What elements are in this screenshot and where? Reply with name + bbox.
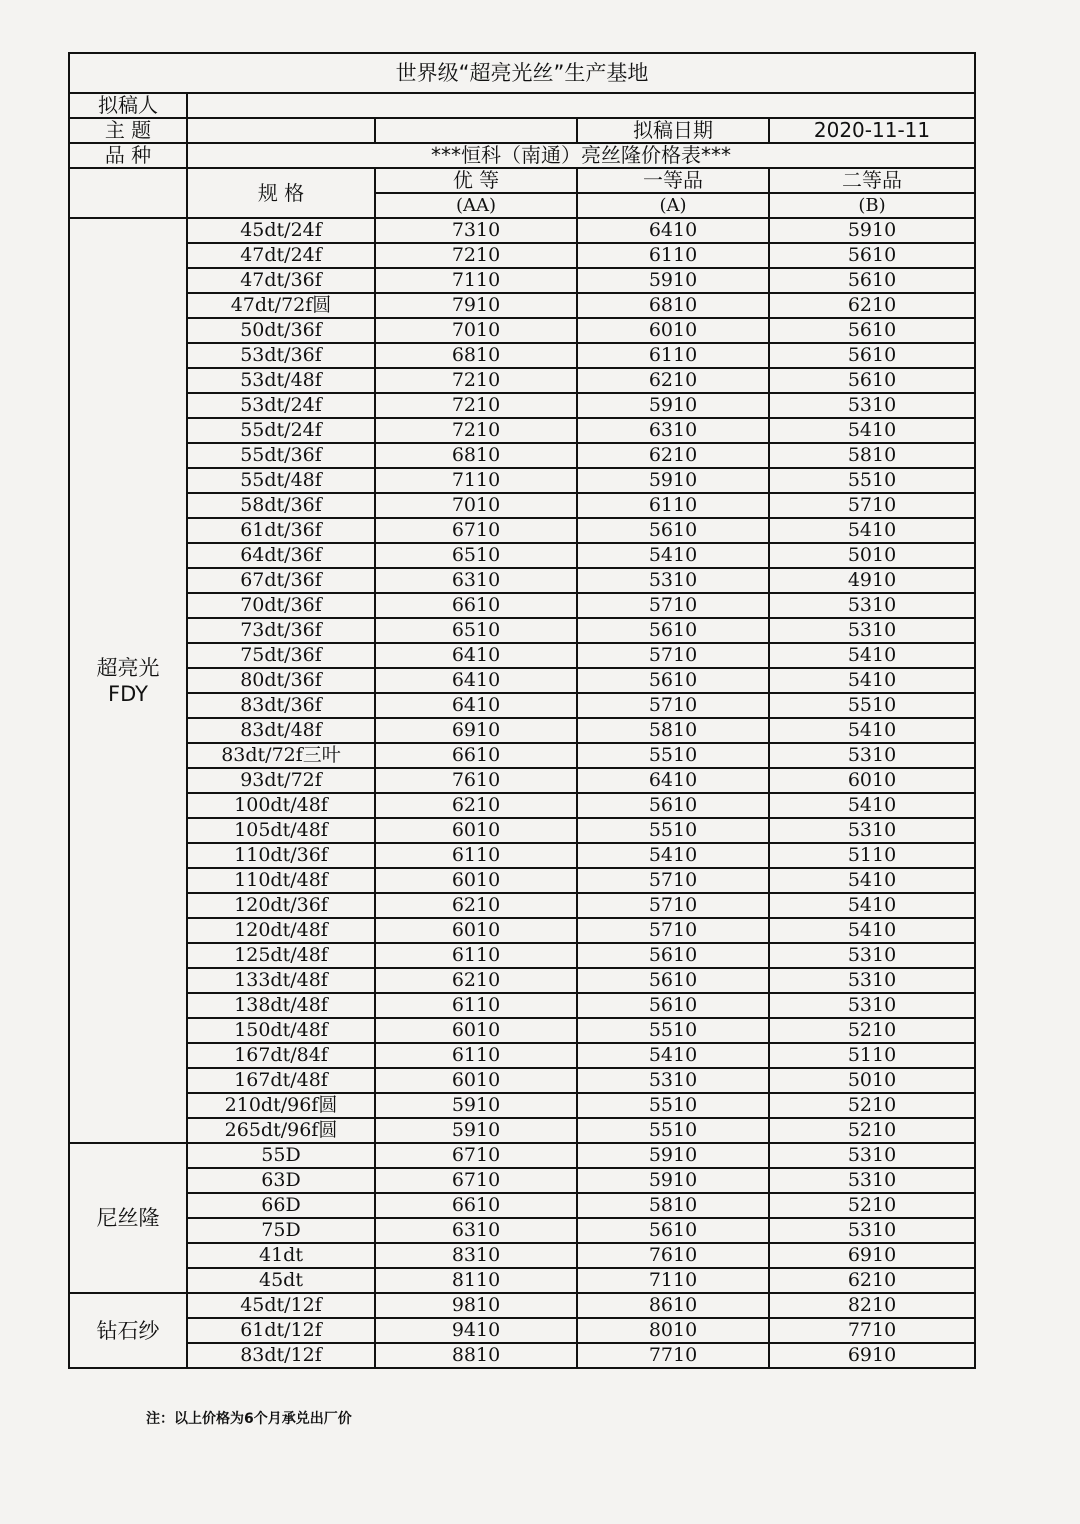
spec-cell: 210dt/96f圆 [187,1093,375,1118]
spec-cell: 125dt/48f [187,943,375,968]
spec-cell: 70dt/36f [187,593,375,618]
price-a-cell: 5710 [577,643,769,668]
price-b-cell: 6210 [769,293,975,318]
price-a-cell: 5910 [577,268,769,293]
price-aa-cell: 7010 [375,493,577,518]
drafter-label: 拟稿人 [69,93,187,118]
price-aa-cell: 9410 [375,1318,577,1343]
price-aa-cell: 7010 [375,318,577,343]
grade-aa-header: 优 等 [375,168,577,193]
price-a-cell: 5910 [577,1143,769,1168]
price-b-cell: 5510 [769,468,975,493]
price-b-cell: 5210 [769,1193,975,1218]
spec-cell: 167dt/84f [187,1043,375,1068]
price-a-cell: 5710 [577,918,769,943]
price-aa-cell: 6210 [375,968,577,993]
price-b-cell: 5810 [769,443,975,468]
price-a-cell: 5410 [577,843,769,868]
spec-cell: 120dt/48f [187,918,375,943]
table-row [69,593,975,618]
table-row [69,343,975,368]
document-title: 世界级“超亮光丝”生产基地 [69,53,975,93]
subject-blank [187,118,375,143]
price-a-cell: 5610 [577,943,769,968]
price-aa-cell: 6310 [375,1218,577,1243]
price-aa-cell: 7310 [375,218,577,243]
grade-aa-code: (AA) [375,193,577,218]
category-cell: 钻石纱 [69,1293,187,1368]
spec-cell: 53dt/24f [187,393,375,418]
price-aa-cell: 6110 [375,993,577,1018]
price-b-cell: 5410 [769,668,975,693]
spec-cell: 167dt/48f [187,1068,375,1093]
drafter-row [69,93,975,118]
table-row [69,1218,975,1243]
drafter-value [187,93,975,118]
table-row [69,1318,975,1343]
table-row [69,1243,975,1268]
table-row [69,518,975,543]
price-a-cell: 6210 [577,368,769,393]
price-aa-cell: 6710 [375,1143,577,1168]
price-a-cell: 5910 [577,393,769,418]
spec-cell: 45dt/12f [187,1293,375,1318]
price-a-cell: 5510 [577,818,769,843]
spec-cell: 47dt/24f [187,243,375,268]
price-a-cell: 5510 [577,743,769,768]
spec-cell: 61dt/36f [187,518,375,543]
price-aa-cell: 6510 [375,543,577,568]
table-row [69,793,975,818]
spec-cell: 110dt/48f [187,868,375,893]
price-a-cell: 5910 [577,468,769,493]
price-b-cell: 5410 [769,918,975,943]
table-row [69,1168,975,1193]
price-aa-cell: 6110 [375,943,577,968]
spec-cell: 83dt/36f [187,693,375,718]
price-a-cell: 7710 [577,1343,769,1368]
table-row [69,368,975,393]
price-a-cell: 8610 [577,1293,769,1318]
price-a-cell: 5610 [577,793,769,818]
price-aa-cell: 7210 [375,418,577,443]
table-row [69,1068,975,1093]
price-aa-cell: 6010 [375,1018,577,1043]
price-a-cell: 6410 [577,768,769,793]
spec-cell: 83dt/12f [187,1343,375,1368]
price-b-cell: 5010 [769,543,975,568]
subject-label: 主 题 [69,118,187,143]
price-b-cell: 5310 [769,393,975,418]
spec-cell: 45dt/24f [187,218,375,243]
price-a-cell: 5410 [577,543,769,568]
price-aa-cell: 6110 [375,843,577,868]
date-value: 2020-11-11 [769,118,975,143]
price-b-cell: 5310 [769,1143,975,1168]
table-row [69,568,975,593]
table-row [69,493,975,518]
spec-cell: 110dt/36f [187,843,375,868]
table-row [69,618,975,643]
spec-cell: 53dt/36f [187,343,375,368]
price-a-cell: 5310 [577,1068,769,1093]
price-aa-cell: 6010 [375,918,577,943]
table-row [69,668,975,693]
price-a-cell: 6110 [577,243,769,268]
spec-cell: 66D [187,1193,375,1218]
price-aa-cell: 7110 [375,268,577,293]
price-aa-cell: 6710 [375,518,577,543]
price-aa-cell: 7210 [375,243,577,268]
price-a-cell: 5610 [577,968,769,993]
price-b-cell: 5610 [769,343,975,368]
price-b-cell: 5310 [769,818,975,843]
spec-cell: 120dt/36f [187,893,375,918]
table-row [69,293,975,318]
price-b-cell: 5410 [769,643,975,668]
grade-a-header: 一等品 [577,168,769,193]
price-a-cell: 5510 [577,1093,769,1118]
price-b-cell: 5310 [769,968,975,993]
price-aa-cell: 5910 [375,1093,577,1118]
price-b-cell: 5610 [769,268,975,293]
price-aa-cell: 6410 [375,643,577,668]
date-label: 拟稿日期 [577,118,769,143]
price-b-cell: 5110 [769,1043,975,1068]
spec-cell: 138dt/48f [187,993,375,1018]
price-a-cell: 5810 [577,1193,769,1218]
table-row [69,818,975,843]
price-a-cell: 5710 [577,868,769,893]
table-row [69,268,975,293]
price-aa-cell: 6810 [375,443,577,468]
price-aa-cell: 6010 [375,818,577,843]
table-row [69,1018,975,1043]
price-b-cell: 5210 [769,1093,975,1118]
price-aa-cell: 7110 [375,468,577,493]
price-b-cell: 6210 [769,1268,975,1293]
price-a-cell: 5510 [577,1118,769,1143]
price-b-cell: 5310 [769,618,975,643]
category-cell: 超亮光 FDY [69,218,187,1143]
table-row [69,543,975,568]
table-row [69,1093,975,1118]
table-row [69,1143,975,1168]
price-aa-cell: 6410 [375,693,577,718]
spec-cell: 47dt/72f圆 [187,293,375,318]
price-a-cell: 5510 [577,1018,769,1043]
table-row [69,1043,975,1068]
spec-cell: 100dt/48f [187,793,375,818]
spec-cell: 50dt/36f [187,318,375,343]
price-aa-cell: 7910 [375,293,577,318]
price-b-cell: 5310 [769,943,975,968]
price-b-cell: 5210 [769,1118,975,1143]
price-a-cell: 7110 [577,1268,769,1293]
price-b-cell: 5710 [769,493,975,518]
price-a-cell: 5710 [577,693,769,718]
price-b-cell: 5210 [769,1018,975,1043]
spec-cell: 47dt/36f [187,268,375,293]
price-aa-cell: 7610 [375,768,577,793]
price-aa-cell: 6010 [375,1068,577,1093]
price-b-cell: 5510 [769,693,975,718]
table-title-row [69,143,975,168]
price-a-cell: 5410 [577,1043,769,1068]
table-row [69,393,975,418]
price-a-cell: 8010 [577,1318,769,1343]
price-b-cell: 5110 [769,843,975,868]
spec-cell: 83dt/72f三叶 [187,743,375,768]
price-b-cell: 5010 [769,1068,975,1093]
price-aa-cell: 8110 [375,1268,577,1293]
price-a-cell: 6310 [577,418,769,443]
grade-b-header: 二等品 [769,168,975,193]
spec-header: 规 格 [187,168,375,218]
price-b-cell: 5410 [769,518,975,543]
price-aa-cell: 6310 [375,568,577,593]
table-title: ***恒科（南通）亮丝隆价格表*** [187,143,975,168]
spec-cell: 265dt/96f圆 [187,1118,375,1143]
price-a-cell: 5910 [577,1168,769,1193]
spec-cell: 61dt/12f [187,1318,375,1343]
price-aa-cell: 6710 [375,1168,577,1193]
spec-cell: 75D [187,1218,375,1243]
spec-cell: 73dt/36f [187,618,375,643]
price-b-cell: 6910 [769,1343,975,1368]
subject-value-blank [375,118,577,143]
price-b-cell: 5910 [769,218,975,243]
table-row [69,1193,975,1218]
spec-cell: 93dt/72f [187,768,375,793]
price-aa-cell: 6610 [375,593,577,618]
price-b-cell: 4910 [769,568,975,593]
price-aa-cell: 6210 [375,893,577,918]
price-b-cell: 5310 [769,593,975,618]
price-aa-cell: 6810 [375,343,577,368]
table-row [69,868,975,893]
price-aa-cell: 6010 [375,868,577,893]
spec-cell: 83dt/48f [187,718,375,743]
spec-cell: 45dt [187,1268,375,1293]
price-b-cell: 5410 [769,793,975,818]
grade-b-code: (B) [769,193,975,218]
footnote: 注：以上价格为6个月承兑出厂价 [146,1411,352,1427]
table-row [69,418,975,443]
spec-cell: 75dt/36f [187,643,375,668]
table-row [69,1268,975,1293]
spec-cell: 64dt/36f [187,543,375,568]
price-b-cell: 5610 [769,318,975,343]
column-header-row [69,168,975,193]
price-aa-cell: 5910 [375,1118,577,1143]
price-aa-cell: 7210 [375,368,577,393]
price-b-cell: 5310 [769,743,975,768]
price-b-cell: 5610 [769,368,975,393]
price-aa-cell: 6610 [375,743,577,768]
price-aa-cell: 6510 [375,618,577,643]
table-row [69,968,975,993]
spec-cell: 53dt/48f [187,368,375,393]
variety-header-blank [69,168,187,218]
price-b-cell: 6010 [769,768,975,793]
table-row [69,918,975,943]
price-a-cell: 5310 [577,568,769,593]
table-row [69,1293,975,1318]
table-row [69,843,975,868]
price-a-cell: 5610 [577,618,769,643]
price-b-cell: 6910 [769,1243,975,1268]
price-a-cell: 6410 [577,218,769,243]
price-b-cell: 5310 [769,1218,975,1243]
price-a-cell: 7610 [577,1243,769,1268]
price-a-cell: 6210 [577,443,769,468]
price-a-cell: 5610 [577,1218,769,1243]
price-aa-cell: 8810 [375,1343,577,1368]
price-aa-cell: 6910 [375,718,577,743]
table-row [69,1118,975,1143]
price-aa-cell: 9810 [375,1293,577,1318]
table-row [69,218,975,243]
price-aa-cell: 6610 [375,1193,577,1218]
table-row [69,443,975,468]
grade-a-code: (A) [577,193,769,218]
price-sheet [68,52,974,1369]
price-a-cell: 5610 [577,668,769,693]
spec-cell: 80dt/36f [187,668,375,693]
price-aa-cell: 7210 [375,393,577,418]
price-b-cell: 5410 [769,893,975,918]
table-row [69,718,975,743]
spec-cell: 55dt/48f [187,468,375,493]
price-a-cell: 6110 [577,343,769,368]
price-aa-cell: 6210 [375,793,577,818]
price-b-cell: 5410 [769,418,975,443]
price-aa-cell: 6410 [375,668,577,693]
spec-cell: 55dt/24f [187,418,375,443]
price-a-cell: 5710 [577,593,769,618]
price-a-cell: 5810 [577,718,769,743]
table-row [69,893,975,918]
price-b-cell: 5610 [769,243,975,268]
price-b-cell: 5310 [769,993,975,1018]
price-a-cell: 5610 [577,518,769,543]
price-b-cell: 7710 [769,1318,975,1343]
price-b-cell: 8210 [769,1293,975,1318]
spec-cell: 67dt/36f [187,568,375,593]
price-b-cell: 5310 [769,1168,975,1193]
subject-row [69,118,975,143]
price-b-cell: 5410 [769,868,975,893]
table-row [69,468,975,493]
table-row [69,943,975,968]
price-a-cell: 6810 [577,293,769,318]
category-cell: 尼丝隆 [69,1143,187,1293]
table-row [69,768,975,793]
price-a-cell: 6010 [577,318,769,343]
spec-cell: 150dt/48f [187,1018,375,1043]
spec-cell: 55D [187,1143,375,1168]
spec-cell: 63D [187,1168,375,1193]
price-table [68,52,976,1369]
price-a-cell: 5710 [577,893,769,918]
price-aa-cell: 6110 [375,1043,577,1068]
spec-cell: 58dt/36f [187,493,375,518]
table-row [69,693,975,718]
table-row [69,243,975,268]
table-row [69,1343,975,1368]
variety-label: 品 种 [69,143,187,168]
price-a-cell: 5610 [577,993,769,1018]
table-row [69,993,975,1018]
spec-cell: 133dt/48f [187,968,375,993]
table-row [69,643,975,668]
spec-cell: 55dt/36f [187,443,375,468]
spec-cell: 105dt/48f [187,818,375,843]
table-row [69,318,975,343]
table-row [69,743,975,768]
price-aa-cell: 8310 [375,1243,577,1268]
spec-cell: 41dt [187,1243,375,1268]
price-b-cell: 5410 [769,718,975,743]
title-row [69,53,975,93]
price-a-cell: 6110 [577,493,769,518]
